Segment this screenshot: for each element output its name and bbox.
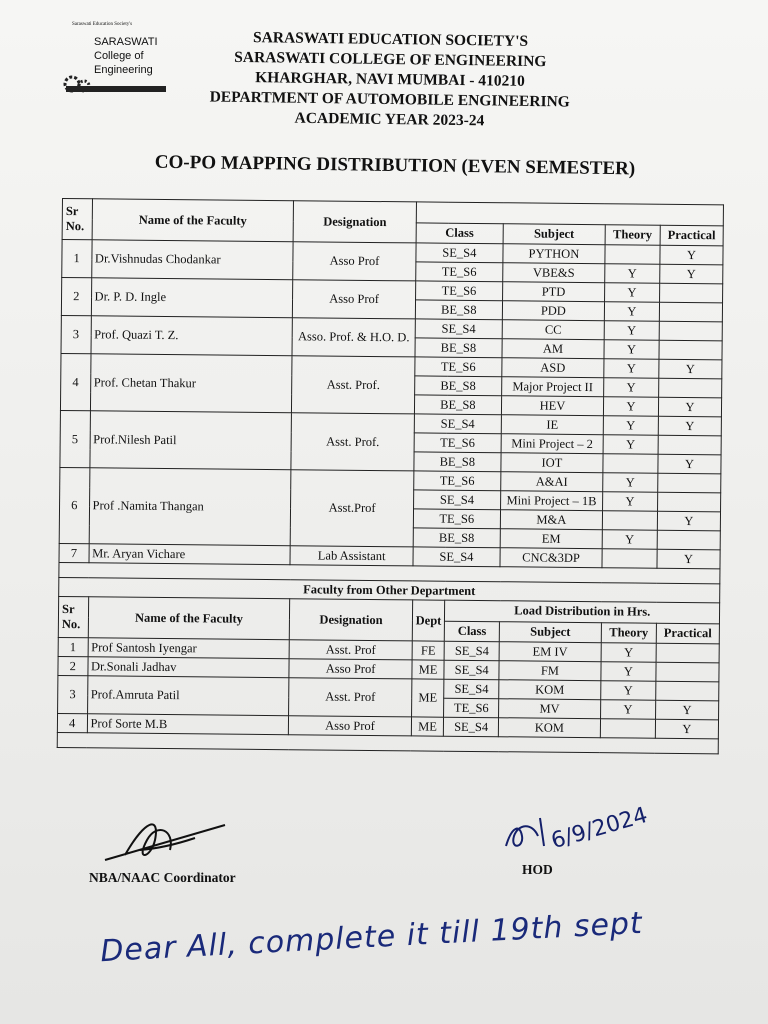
cell-theory: Y [603,473,658,493]
cell-subject: Mini Project – 1B [501,491,603,511]
cell-designation: Asst. Prof [290,640,412,660]
cell-class: BE_S8 [414,395,501,415]
document-header [179,27,600,133]
cell-sr: 3 [61,315,91,353]
cell-sr: 6 [59,467,89,543]
cell-theory: Y [603,378,658,398]
cell-theory [605,245,660,265]
header-sr: Sr No. [62,199,92,240]
cell-practical [656,681,719,701]
cell-class: BE_S8 [414,376,501,396]
cell-subject: FM [499,661,601,681]
cell-subject: PTD [503,282,605,302]
cell-designation: Asst. Prof. [291,413,414,471]
cell-theory: Y [604,359,659,379]
cell-practical: Y [658,416,721,436]
cell-theory: Y [604,340,659,360]
cell-theory: Y [604,302,659,322]
cell-sr: 3 [58,675,88,713]
cell-dept: ME [411,679,444,717]
cell-subject: M&A [500,510,602,530]
header-designation: Designation [294,201,417,243]
cell-practical [657,530,720,550]
cell-theory: Y [603,435,658,455]
cell-theory: Y [602,530,657,550]
cell-designation: Lab Assistant [290,546,412,566]
coordinator-signature-block [85,810,236,885]
header-designation: Designation [290,599,413,641]
cell-designation: Asst.Prof [291,470,414,547]
cell-theory [603,454,658,474]
hod-signature-block [498,802,651,877]
cell-class: SE_S4 [445,641,500,661]
cell-theory: Y [600,700,655,720]
cell-designation: Asst. Prof [289,678,412,717]
cell-theory [602,511,657,531]
cell-name: Prof.Amruta Patil [87,676,289,716]
cell-name: Prof .Namita Thangan [89,468,292,546]
cell-subject: IE [501,415,603,435]
cell-practical: Y [660,264,723,284]
cell-practical [658,473,721,493]
college-address: KHARGHAR, NAVI MUMBAI - 410210 [255,69,525,90]
cell-dept: FE [412,641,445,660]
cell-practical [658,378,721,398]
cell-practical: Y [655,719,718,739]
cell-practical: Y [658,397,721,417]
cell-name: Dr. P. D. Ingle [91,278,293,318]
cell-theory: Y [603,416,658,436]
cell-subject: PYTHON [503,244,605,264]
cell-class: SE_S4 [413,490,500,510]
cell-name: Mr. Aryan Vichare [89,544,291,565]
college-logo [60,22,168,92]
other-dept-title: Faculty from Other Department [59,577,720,602]
header-name: Name of the Faculty [88,597,290,640]
cell-sr: 1 [58,637,88,656]
cell-sr: 2 [61,278,91,316]
cell-theory: Y [603,397,658,417]
cell-designation: Asso. Prof. & H.O. D. [292,318,415,357]
header-practical: Practical [660,225,723,246]
page-title: CO-PO MAPPING DISTRIBUTION (EVEN SEMESTER) [154,151,636,180]
header-blank [416,202,723,225]
logo-tagline: Saraswati Education Society's [72,22,133,27]
cell-subject: ASD [502,358,604,378]
college-name: SARASWATI COLLEGE OF ENGINEERING [234,48,547,71]
cell-name: Prof Santosh Iyengar [88,638,290,659]
cell-subject: Mini Project – 2 [501,434,603,454]
cell-practical: Y [658,454,721,474]
cell-theory [600,719,655,739]
logo-line-3: Engineering [94,64,153,76]
cell-sr: 2 [58,656,88,675]
cell-practical [659,302,722,322]
cell-class: TE_S6 [413,471,500,491]
cell-subject: A&AI [501,472,603,492]
cell-name: Prof Sorte M.B [87,714,289,735]
logo-line-1: SARASWATI [94,36,158,48]
cell-class: TE_S6 [414,433,501,453]
cell-theory: Y [601,681,656,701]
cell-subject: Major Project II [502,377,604,397]
cell-practical [659,321,722,341]
cell-subject: CNC&3DP [500,548,602,568]
cell-subject: VBE&S [503,263,605,283]
cell-class: TE_S6 [444,698,499,718]
cell-subject: EM IV [499,642,601,662]
signature-scribble-icon [85,810,235,870]
cell-sr: 5 [60,410,90,467]
cell-class: BE_S8 [413,528,500,548]
logo-band [66,86,166,92]
cell-designation: Asso Prof [289,659,411,679]
department-name: DEPARTMENT OF AUTOMOBILE ENGINEERING [209,88,570,111]
cell-subject: IOT [501,453,603,473]
cell-class: TE_S6 [415,281,502,301]
hod-label: HOD [522,862,553,877]
cell-subject: MV [499,699,601,719]
header-sr: Sr No. [58,596,88,637]
header-class: Class [416,222,503,243]
cell-name: Dr.Sonali Jadhav [87,657,289,678]
cell-theory: Y [602,492,657,512]
cell-practical [656,643,719,663]
cell-class: BE_S8 [414,452,501,472]
header-subject: Subject [503,223,605,244]
cell-subject: PDD [502,301,604,321]
cell-sr: 4 [57,713,87,732]
cell-subject: CC [502,320,604,340]
cell-subject: KOM [498,718,600,738]
academic-year: ACADEMIC YEAR 2023-24 [294,109,485,130]
coordinator-label: NBA/NAAC Coordinator [89,870,236,885]
cell-subject: EM [500,529,602,549]
cell-class: SE_S4 [444,679,499,699]
header-theory: Theory [605,224,660,245]
cell-dept: ME [412,660,445,679]
cell-name: Prof. Quazi T. Z. [91,316,293,356]
cell-practical [657,492,720,512]
cell-theory: Y [601,662,656,682]
cell-name: Dr.Vishnudas Chodankar [91,240,293,280]
cell-subject: AM [502,339,604,359]
cell-class: SE_S4 [415,319,502,339]
cell-theory [602,549,657,569]
cell-practical: Y [660,245,723,265]
cell-class: SE_S4 [416,243,503,263]
hod-date: 6/9/2024 [548,802,651,855]
cell-practical: Y [659,359,722,379]
cell-designation: Asso Prof [289,716,411,736]
cell-designation: Asst. Prof. [292,356,415,414]
cell-practical [658,435,721,455]
cell-theory: Y [604,321,659,341]
cell-subject: KOM [499,680,601,700]
header-dept: Dept [412,600,445,641]
cell-sr: 7 [59,543,89,562]
cell-subject: HEV [501,396,603,416]
gears-icon [62,74,92,96]
cell-class: SE_S4 [444,660,499,680]
cell-class: TE_S6 [415,262,502,282]
cell-class: SE_S4 [444,717,499,737]
header-theory: Theory [601,622,656,643]
cell-designation: Asso Prof [293,280,416,319]
cell-practical: Y [657,511,720,531]
cell-name: Prof.Nilesh Patil [89,411,291,470]
cell-sr: 4 [60,353,90,410]
cell-class: TE_S6 [415,357,502,377]
cell-theory: Y [604,283,659,303]
cell-dept: ME [411,717,444,736]
logo-line-2: College of [94,50,144,62]
cell-sr: 1 [62,240,92,278]
cell-practical [656,662,719,682]
cell-practical [659,340,722,360]
cell-class: BE_S8 [415,300,502,320]
load-distribution-title: Load Distribution in Hrs. [445,600,720,623]
cell-practical [659,283,722,303]
header-name: Name of the Faculty [92,199,294,242]
faculty-mapping-table [57,198,724,754]
cell-class: TE_S6 [413,509,500,529]
handwritten-note: Dear All, complete it till 19th sept [99,905,644,970]
cell-class: SE_S4 [413,547,500,567]
society-name: SARASWATI EDUCATION SOCIETY'S [252,29,529,50]
cell-class: SE_S4 [414,414,501,434]
cell-practical: Y [655,700,718,720]
header-subject: Subject [499,621,601,642]
cell-designation: Asso Prof [293,242,416,281]
header-practical: Practical [656,623,719,644]
cell-theory: Y [601,643,656,663]
cell-name: Prof. Chetan Thakur [90,354,292,413]
cell-class: BE_S8 [415,338,502,358]
cell-theory: Y [605,264,660,284]
table-header-row [62,199,723,226]
header-class: Class [445,621,500,642]
cell-practical: Y [657,549,720,569]
